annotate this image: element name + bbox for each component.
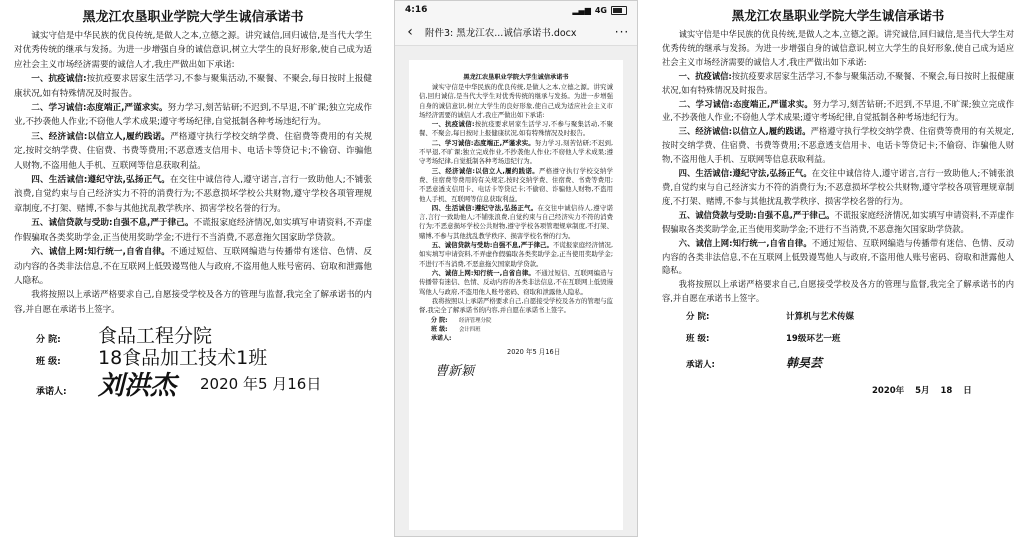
handwritten-signature: 曹新颖 xyxy=(435,364,475,380)
dept-value: 食品工程分院 xyxy=(98,325,213,348)
item-1: 一、抗疫诚信:按抗疫要求居家生活学习,不参与聚集活动,不聚餐、不聚会,每日按时上报健康状况,如有特殊情况及时报告。 xyxy=(662,70,1014,95)
signer-row: 承诺人: 刘洪杰 xyxy=(36,365,372,387)
status-time: 4:16 xyxy=(405,5,428,15)
signature-block xyxy=(14,321,372,402)
item-3: 三、经济诚信:以信立人,履约践诺。严格遵守执行学校交纳学费、住宿费等费用的有关规定,按时交纳学费、住宿费、书费等费用;不恶意透支信用卡、电话卡等贷记卡;不偷窃、诈骗他人财物,不盗用他人手机、互联网等信息获取利益。 xyxy=(662,126,1014,165)
item-5: 五、诚信贷款与受助:自强不息,严于律己。不谎报家庭经济情况,如实填写申请资料,不弄虚作假骗取各类奖助学金,正当使用奖助学金;不进行不当消费,不恶意拖欠国家助学贷款。 xyxy=(662,209,1014,234)
dept-row: 分 院: 食品工程分院 xyxy=(36,321,372,343)
status-bar xyxy=(395,1,637,19)
class-row: 班 级: 会计四班 xyxy=(431,326,481,334)
more-icon[interactable]: ··· xyxy=(614,25,630,39)
intro-paragraph: 诚实守信是中华民族的优良传统,是做人之本,立德之源。讲究诚信,回归诚信,是当代大学生对优秀传统的继承与发扬。为进一步增强自身的诚信意识,树立大学生的良好形象,使自己成为适应社会主义市场经济需要的诚信人才,我庄严做出如下承诺: xyxy=(14,31,372,70)
item-3: 三、经济诚信:以信立人,履约践诺。严格遵守执行学校交纳学费、住宿费等费用的有关规定,按时交纳学费、住宿费、书费等费用;不恶意透支信用卡、电话卡等贷记卡;不偷窃、诈骗他人财物,不盗用他人手机、互联网等信息获取利益。 xyxy=(419,166,614,203)
dept-row: 分 院: 计算机与艺术传媒 xyxy=(686,312,855,323)
dept-value: 计算机与艺术传媒 xyxy=(786,312,855,323)
document-page xyxy=(409,60,623,530)
item-4: 四、生活诚信:遵纪守法,弘扬正气。在交往中诚信待人,遵守诺言,言行一致助他人;不铺张浪费,自觉约束与自己经济实力不符的消费行为;不恶意损坏学校公共财物,遵守学校各项管理规章制度,不打架、赌博,不参与其他扰乱教学秩序、损害学校名誉的行为。 xyxy=(419,203,613,240)
item-5: 五、诚信贷款与受助:自强不息,严于律己。不谎报家庭经济情况,如实填写申请资料,不弄虚作假骗取各类奖助学金,正当使用奖助学金;不进行不当消费,不恶意拖欠国家助学贷款。 xyxy=(419,241,614,268)
item-4: 四、生活诚信:遵纪守法,弘扬正气。在交往中诚信待人,遵守诺言,言行一致助他人;不铺张浪费,自觉约束与自己经济实力不符的消费行为;不恶意损坏学校公共财物,遵守学校各项管理规章制度,不打架、赌博,不参与其他扰乱教学秩序、损害学校名誉的行为。 xyxy=(14,175,372,214)
item-6: 六、诚信上网:知行统一,自省自律。不通过短信、互联网编造与传播带有迷信、色情、反动内容的各类非法信息,不在互联网上低毁谩骂他人与政府,不盗用他人账号密码、窃取和泄露他人隐私。 xyxy=(419,268,614,296)
class-value: 18食品加工技术1班 xyxy=(98,347,268,370)
dept-row: 分 院: 经济管理分院 xyxy=(431,317,492,325)
item-3: 三、经济诚信:以信立人,履约践诺。严格遵守执行学校交纳学费、住宿费等费用的有关规定,按时交纳学费、住宿费、书费等费用;不恶意透支信用卡、电话卡等贷记卡;不偷窃、诈骗他人财物,不盗用他人手机、互联网等信息获取利益。 xyxy=(14,131,372,171)
intro-paragraph: 诚实守信是中华民族的优良传统,是做人之本,立德之源。讲究诚信,回归诚信,是当代大学生对优秀传统的继承与发扬。为进一步增强自身的诚信意识,树立大学生的良好形象,使自己成为适应社会主义市场经济需要的诚信人才,我庄严做出如下承诺: xyxy=(662,29,1014,67)
signature-block xyxy=(662,310,1014,396)
signer-row: 承诺人: xyxy=(431,335,452,343)
dept-value: 经济管理分院 xyxy=(459,318,492,325)
signature-date: 2020 年5 月16日 xyxy=(507,348,561,357)
class-row: 班 级: 19级环艺一班 xyxy=(686,334,841,345)
handwritten-signature: 韩昊芸 xyxy=(786,356,823,371)
signature-date: 2020年 5月 18 日 xyxy=(872,386,972,397)
battery-icon xyxy=(611,6,627,15)
signer-row: 承诺人: 韩昊芸 xyxy=(686,356,823,371)
handwritten-signature: 刘洪杰 xyxy=(98,371,177,402)
item-4: 四、生活诚信:遵纪守法,弘扬正气。在交往中诚信待人,遵守诺言,言行一致助他人;不铺张浪费,自觉约束与自己经济实力不符的消费行为;不恶意损坏学校公共财物,遵守学校各项管理规章制度,不打架、赌博,不参与其他扰乱教学秩序、损害学校名誉的行为。 xyxy=(662,168,1014,206)
network-label: 4G xyxy=(594,5,607,15)
back-icon[interactable]: ‹ xyxy=(407,24,413,40)
signature-date: 2020 年5 月16日 xyxy=(200,375,322,394)
item-1: 一、抗疫诚信:按抗疫要求居家生活学习,不参与聚集活动,不聚餐、不聚会,每日按时上报健康状况,如有特殊情况及时报告。 xyxy=(419,120,614,138)
phone-screenshot xyxy=(394,0,638,537)
item-5: 五、诚信贷款与受助:自强不息,严于律己。不谎报家庭经济情况,如实填写申请资料,不弄虚作假骗取各类奖助学金,正当使用奖助学金;不进行不当消费,不恶意拖欠国家助学贷款。 xyxy=(14,218,372,243)
item-6: 六、诚信上网:知行统一,自省自律。不通过短信、互联网编造与传播带有迷信、色情、反动内容的各类非法信息,不在互联网上低毁谩骂他人与政府,不盗用他人账号密码、窃取和泄露他人隐私。 xyxy=(14,247,372,286)
closing-paragraph: 我将按照以上承诺严格要求自己,自愿接受学校及各方的管理与监督,我完全了解承诺书的内容,并自愿在承诺书上签字。 xyxy=(662,279,1014,304)
document-title: 黑龙江农垦职业学院大学生诚信承诺书 xyxy=(463,74,569,81)
intro-paragraph: 诚实守信是中华民族的优良传统,是做人之本,立德之源。讲究诚信,回归诚信,是当代大学生对优秀传统的继承与发扬。为进一步增强自身的诚信意识,树立大学生的良好形象,使自己成为适应社会主义市场经济需要的诚信人才,我庄严做出如下承诺: xyxy=(419,83,613,119)
nav-bar xyxy=(395,19,637,46)
item-1: 一、抗疫诚信:按抗疫要求居家生活学习,不参与聚集活动,不聚餐、不聚会,每日按时上报健康状况,如有特殊情况及时报告。 xyxy=(14,74,373,99)
class-value: 19级环艺一班 xyxy=(786,334,841,345)
class-value: 会计四班 xyxy=(459,327,481,334)
closing-paragraph: 我将按照以上承诺严格要求自己,自愿接受学校及各方的管理与监督,我完全了解承诺书的内容,并自愿在承诺书上签字。 xyxy=(419,296,613,315)
item-2: 二、学习诚信:态度端正,严谨求实。努力学习,刻苦钻研;不迟到,不早退,不旷课;独立完成作业,不抄袭他人作业;不窃他人学术成果;遵守考场纪律,自觉抵制各种考场违纪行为。 xyxy=(14,103,373,128)
class-row: 班 级: 18食品加工技术1班 xyxy=(36,343,372,365)
signal-icon: ▂▄▆ xyxy=(572,5,591,15)
item-2: 二、学习诚信:态度端正,严谨求实。努力学习,刻苦钻研;不迟到,不早退,不旷课;独立完成作业,不抄袭他人作业;不窃他人学术成果;遵守考场纪律,自觉抵制各种考场违纪行为。 xyxy=(662,98,1014,123)
document-title: 黑龙江农垦职业学院大学生诚信承诺书 xyxy=(731,8,945,23)
document-title: 黑龙江农垦职业学院大学生诚信承诺书 xyxy=(82,10,304,25)
nav-title: 附件3: 黑龙江农...诚信承诺书.docx xyxy=(425,28,577,39)
closing-paragraph: 我将按照以上承诺严格要求自己,自愿接受学校及各方的管理与监督,我完全了解承诺书的内容,并自愿在承诺书上签字。 xyxy=(14,290,372,315)
item-6: 六、诚信上网:知行统一,自省自律。不通过短信、互联网编造与传播带有迷信、色情、反动内容的各类非法信息,不在互联网上低毁谩骂他人与政府,不盗用他人账号密码、窃取和泄露他人隐私。 xyxy=(662,237,1014,276)
item-2: 二、学习诚信:态度端正,严谨求实。努力学习,刻苦钻研;不迟到,不早退,不旷课;独立完成作业,不抄袭他人作业;不窃他人学术成果;遵守考场纪律,自觉抵制各种考场违纪行为。 xyxy=(419,138,614,166)
left-document xyxy=(0,0,378,537)
right-document xyxy=(652,0,1024,537)
